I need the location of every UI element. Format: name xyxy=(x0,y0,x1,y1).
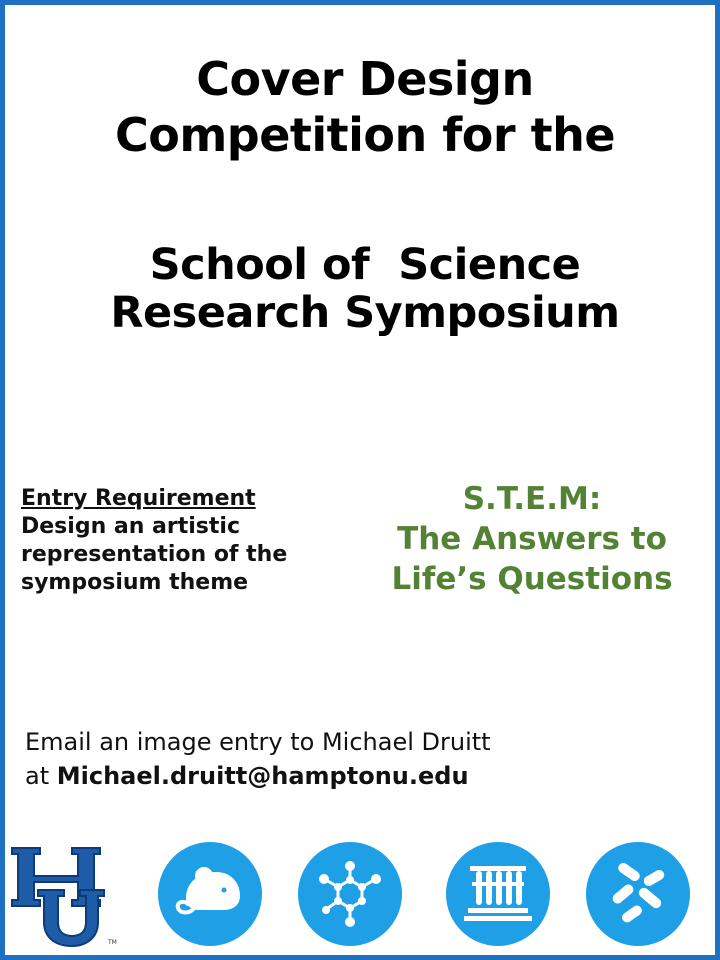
email-line-2 xyxy=(25,759,705,793)
bacteria-icon-circle xyxy=(586,842,690,946)
molecule-icon-circle xyxy=(298,842,402,946)
theme-line-2: The Answers to xyxy=(397,521,667,557)
title-line-3: School of Science xyxy=(149,240,581,290)
entry-requirement-heading: Entry Requirement xyxy=(21,486,256,511)
molecule-icon xyxy=(298,842,402,946)
theme-line-3: Life’s Questions xyxy=(391,561,673,597)
test-tubes-icon xyxy=(446,842,550,946)
hu-logo xyxy=(8,840,120,948)
symposium-theme xyxy=(377,479,687,599)
title-bottom xyxy=(5,241,720,337)
bacteria-icon xyxy=(586,842,690,946)
email-address[interactable]: Michael.druitt@hamptonu.edu xyxy=(56,762,469,790)
entry-line-2: representation of the xyxy=(21,542,288,567)
entry-line-1: Design an artistic xyxy=(21,514,241,539)
email-prefix: at xyxy=(25,762,57,790)
logo-trademark: TM xyxy=(108,939,117,946)
title-line-2: Competition for the xyxy=(114,108,616,162)
mouse-icon-circle xyxy=(158,842,262,946)
entry-requirement xyxy=(21,485,321,597)
title-top xyxy=(5,51,720,163)
email-instructions xyxy=(25,725,705,793)
theme-line-1: S.T.E.M: xyxy=(462,481,602,517)
email-line-1: Email an image entry to Michael Druitt xyxy=(25,728,491,756)
mouse-icon xyxy=(158,842,262,946)
title-line-4: Research Symposium xyxy=(110,288,620,338)
entry-line-3: symposium theme xyxy=(21,570,249,595)
title-line-1: Cover Design xyxy=(196,52,534,106)
test-tubes-icon-circle xyxy=(446,842,550,946)
